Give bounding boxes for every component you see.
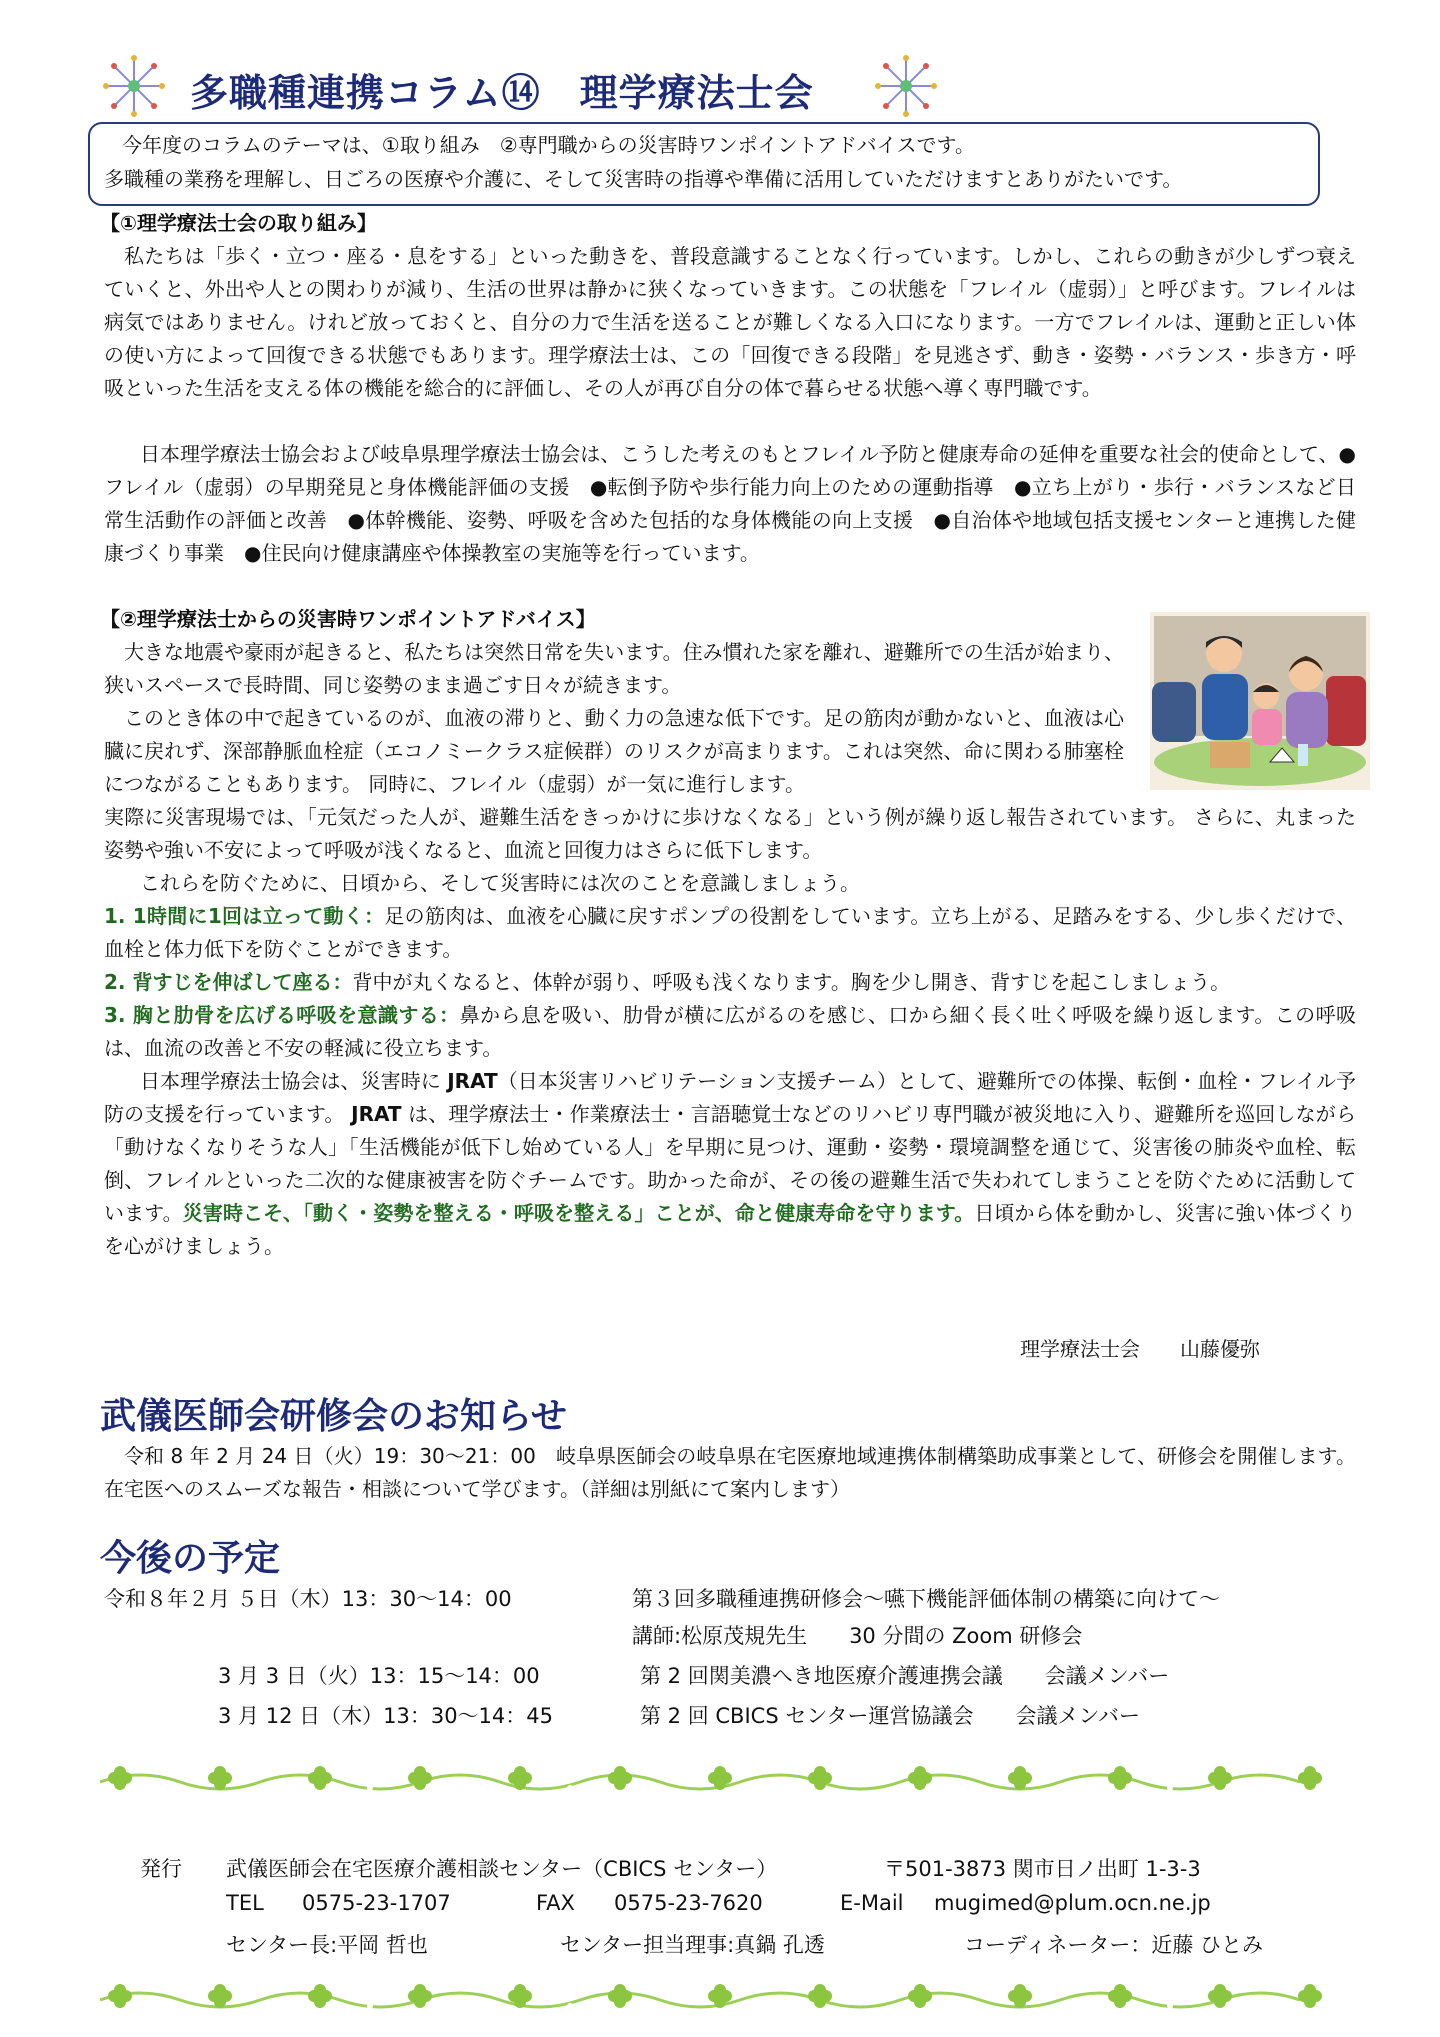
tip-text-2: 背中が丸くなると、体幹が弱り、呼吸も浅くなります。胸を少し開き、背すじを起こしましょう。 — [352, 970, 1231, 994]
schedule-event-2: 第 2 回関美濃へき地医療介護連携会議 会議メンバー — [640, 1664, 1170, 1688]
tip-item-2 — [104, 966, 1356, 999]
key-message: 災害時こそ、「動く・姿勢を整える・呼吸を整える」ことが、命と健康寿命を守ります。 — [182, 1201, 975, 1225]
tip-text-1: 足の筋肉は、血液を心臓に戻すポンプの役割をしています。立ち上がる、足踏みをする、少し歩くだけで、血栓と体力低下を防ぐことができます。 — [104, 904, 1357, 961]
section2-paragraph1: 大きな地震や豪雨が起きると、私たちは突然日常を失います。住み慣れた家を離れ、避難所での生活が始まり、狭いスペースで長時間、同じ姿勢のまま過ごす日々が続きます。 — [104, 640, 1124, 697]
tip-label-1: 1. 1時間に1回は立って動く： — [104, 904, 385, 928]
intro-text-line2: 多職種の業務を理解し、日ごろの医療や介護に、そして災害時の指導や準備に活用していただけますとありがたいです。 — [104, 167, 1183, 191]
schedule-heading: 今後の予定 — [100, 1538, 281, 1579]
schedule-event-1: 第３回多職種連携研修会～嚥下機能評価体制の構築に向けて～ — [632, 1587, 1220, 1611]
clover-vine-icon — [100, 1760, 1330, 1800]
schedule-date-1: 令和８年２月 ５日（木）13：30～14：00 — [104, 1587, 512, 1611]
footer-director: センター長:平岡 哲也 — [226, 1933, 428, 1957]
evacuation-shelter-family-illustration — [1150, 612, 1370, 790]
clover-vine-icon — [100, 1978, 1330, 2018]
section1-paragraph2: 日本理学療法士協会および岐阜県理学療法士協会は、こうした考えのもとフレイル予防と健康寿命の延伸を重要な社会的使命として、●フレイル（虚弱）の早期発見と身体機能評価の支援 ●転倒予防や歩行能力向上のための運動指導 ●立ち上がり・歩行・バランスなど日常生活動作の評価と改善 ●体幹機能、姿勢、呼吸を含めた包括的な身体機能の向上支援 ●自治体や地域包括支援センターと連携した健康づくり事業 ●住民向け健康講座や体操教室の実施等を行っています。 — [104, 442, 1356, 565]
schedule-date-3: 3 月 12 日（木）13：30～14：45 — [218, 1704, 553, 1728]
jrat-abbr-2: JRAT — [351, 1102, 402, 1126]
footer-tel-label: TEL — [226, 1891, 264, 1915]
footer-email-link[interactable]: mugimed@plum.ocn.ne.jp — [934, 1891, 1211, 1915]
section2-paragraph3: 実際に災害現場では、「元気だった人が、避難生活をきっかけに歩けなくなる」という例が繰り返し報告されています。 さらに、丸まった姿勢や強い不安によって呼吸が浅くなると、血流と回復力はさらに低下します。 — [104, 805, 1356, 862]
tip-label-2: 2. 背すじを伸ばして座る： — [104, 970, 353, 994]
section2-paragraph2: このとき体の中で起きているのが、血液の滞りと、動く力の急速な低下です。足の筋肉が動かないと、血液は心臓に戻れず、深部静脈血栓症（エコノミークラス症候群）のリスクが高まります。これは突然、命に関わる肺塞栓につながることもあります。 同時に、フレイル（虚弱）が一気に進行します。 — [104, 706, 1124, 796]
footer-address: 〒501-3873 関市日ノ出町 1-3-3 — [884, 1857, 1201, 1881]
jrat-text-b: （日本災害リハビリテーション支援チーム）として、避難所での体操、転倒・血栓・フレイル予防の支援を行っています。 — [104, 1069, 1357, 1126]
footer-coordinator: コーディネーター：近藤 ひとみ — [964, 1933, 1263, 1957]
section2-heading: 【②理学療法士からの災害時ワンポイントアドバイス】 — [100, 607, 596, 631]
section2-paragraph5 — [104, 1065, 1356, 1263]
page-title: 多職種連携コラム⑭ 理学療法士会 — [190, 71, 814, 115]
jrat-text-c: は、理学療法士・作業療法士・言語聴覚士などのリハビリ専門職が被災地に入り、避難所を巡回しながら「動けなくなりそうな人」「生活機能が低下し始めている人」を早期に見つけ、運動・姿勢・環境調整を通じて、災害後の肺炎や血栓、転倒、フレイルといった二次的な健康被害を防ぐチームです。助かった命が、その後の避難生活で失われてしまうことを防ぐために活動しています。 — [104, 1102, 1356, 1225]
footer-publisher: 武儀医師会在宅医療介護相談センター（CBICS センター） — [226, 1857, 778, 1881]
tip-text-3: 鼻から息を吸い、肋骨が横に広がるのを感じ、口から細く長く吐く呼吸を繰り返します。この呼吸は、血流の改善と不安の軽減に役立ちます。 — [104, 1003, 1356, 1060]
snowflake-ornament-icon — [872, 52, 940, 120]
footer-tel: 0575-23-1707 — [302, 1891, 451, 1915]
jrat-abbr-1: JRAT — [447, 1069, 498, 1093]
tip-item-3 — [104, 999, 1356, 1065]
schedule-event-1-detail: 講師:松原茂規先生 30 分間の Zoom 研修会 — [632, 1624, 1083, 1648]
snowflake-ornament-icon — [100, 52, 168, 120]
footer-fax-label: FAX — [536, 1891, 575, 1915]
notice-heading: 武儀医師会研修会のお知らせ — [100, 1396, 567, 1437]
tip-item-1 — [104, 900, 1356, 966]
section1-paragraph1: 私たちは「歩く・立つ・座る・息をする」といった動きを、普段意識することなく行っています。しかし、これらの動きが少しずつ衰えていくと、外出や人との関わりが減り、生活の世界は静かに狭くなっていきます。この状態を「フレイル（虚弱）」と呼びます。フレイルは病気ではありません。けれど放っておくと、自分の力で生活を送ることが難しくなる入口になります。一方でフレイルは、運動と正しい体の使い方によって回復できる状態でもあります。理学療法士は、この「回復できる段階」を見逃さず、動き・姿勢・バランス・歩き方・呼吸といった生活を支える体の機能を総合的に評価し、その人が再び自分の体で暮らせる状態へ導く専門職です。 — [104, 244, 1356, 400]
footer-fax: 0575-23-7620 — [614, 1891, 763, 1915]
footer-email-label: E-Mail — [840, 1891, 904, 1915]
section1-heading: 【①理学療法士会の取り組み】 — [100, 211, 377, 235]
tip-label-3: 3. 胸と肋骨を広げる呼吸を意識する： — [104, 1003, 460, 1027]
footer-publisher-label: 発行 — [140, 1857, 182, 1881]
jrat-text-a: 日本理学療法士協会は、災害時に — [140, 1069, 448, 1093]
intro-text-line1: 今年度のコラムのテーマは、①取り組み ②専門職からの災害時ワンポイントアドバイスです。 — [122, 133, 975, 157]
schedule-date-2: 3 月 3 日（火）13：15～14：00 — [218, 1664, 540, 1688]
intro-box — [88, 122, 1320, 206]
closing-text: 日頃から体を動かし、災害に強い体づくりを心がけましょう。 — [104, 1201, 1356, 1258]
author-signature: 理学療法士会 山藤優弥 — [1020, 1337, 1260, 1361]
schedule-event-3: 第 2 回 CBICS センター運営協議会 会議メンバー — [640, 1704, 1141, 1728]
notice-body: 令和 8 年 2 月 24 日（火）19：30～21：00 岐阜県医師会の岐阜県在宅医療地域連携体制構築助成事業として、研修会を開催します。在宅医へのスムーズな報告・相談について学びます。（詳細は別紙にて案内します） — [104, 1444, 1356, 1501]
footer-board-member: センター担当理事:真鍋 孔透 — [560, 1933, 825, 1957]
section2-paragraph4: これらを防ぐために、日頃から、そして災害時には次のことを意識しましょう。 — [140, 871, 860, 895]
